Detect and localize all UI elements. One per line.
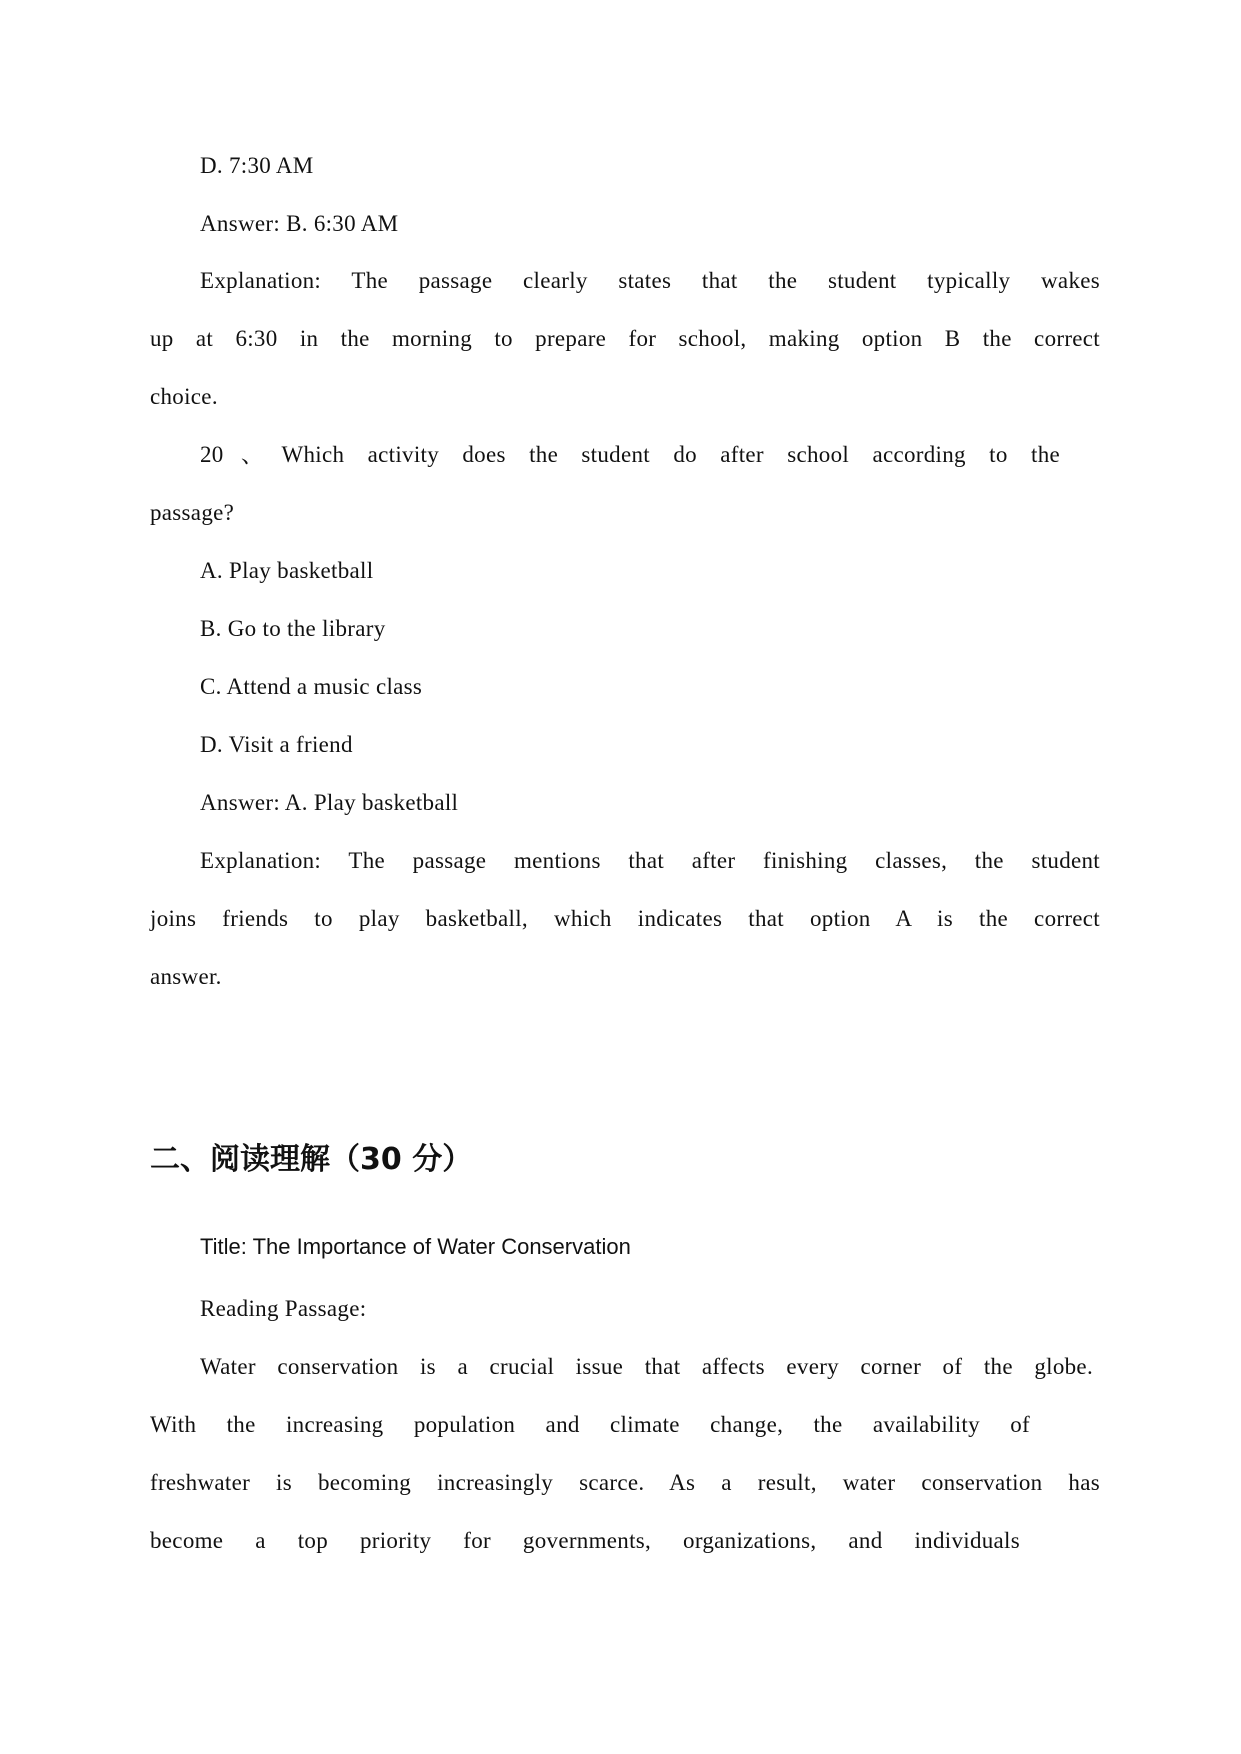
q20-option-a: A. Play basketball (200, 558, 374, 583)
q20-question-line-2: passage? (150, 500, 235, 525)
q19-explanation-line-1: Explanation: The passage clearly states that the student typically wakes (200, 268, 1100, 293)
passage-title: Title: The Importance of Water Conservation (200, 1234, 631, 1259)
passage-line-4: become a top priority for governments, organizations, and individuals (150, 1528, 1020, 1553)
passage-line-3: freshwater is becoming increasingly scarce. As a result, water conservation has (150, 1470, 1100, 1495)
passage-label: Reading Passage: (200, 1296, 367, 1321)
q20-question-line-1: 20、Which activity does the student do after school according to the (200, 442, 1060, 467)
section-heading: 二、阅读理解（30 分） (150, 1142, 473, 1177)
q20-explanation-line-2: joins friends to play basketball, which indicates that option A is the correct (150, 906, 1100, 931)
q20-option-b: B. Go to the library (200, 616, 386, 641)
q19-option-d: D. 7:30 AM (200, 153, 314, 178)
q19-explanation-line-3: choice. (150, 384, 218, 409)
passage-line-1: Water conservation is a crucial issue that affects every corner of the globe. (200, 1354, 1093, 1379)
q20-answer: Answer: A. Play basketball (200, 790, 459, 815)
q19-explanation-line-2: up at 6:30 in the morning to prepare for school, making option B the correct (150, 326, 1100, 351)
q19-answer: Answer: B. 6:30 AM (200, 211, 399, 236)
q20-explanation-line-1: Explanation: The passage mentions that after finishing classes, the student (200, 848, 1100, 873)
q20-option-d: D. Visit a friend (200, 732, 353, 757)
passage-line-2: With the increasing population and climate change, the availability of (150, 1412, 1030, 1437)
q20-explanation-line-3: answer. (150, 964, 222, 989)
q20-option-c: C. Attend a music class (200, 674, 423, 699)
